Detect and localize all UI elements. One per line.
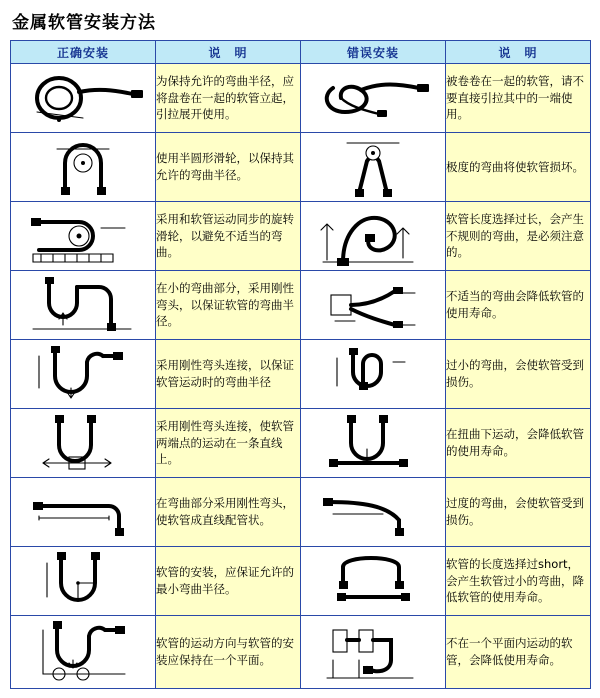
description-wrong: 过小的弯曲，会使软管受到损伤。 xyxy=(446,340,591,409)
figure-cell-wrong xyxy=(301,409,446,478)
figure-cell-correct xyxy=(11,133,156,202)
u-shape-straight-line-figure xyxy=(13,411,153,475)
figure-cell-wrong xyxy=(301,616,446,689)
hose-installation-table xyxy=(10,40,591,689)
excessive-bend-damage-figure xyxy=(303,480,443,544)
description-wrong: 不在一个平面内运动的软管，会降低使用寿命。 xyxy=(446,616,591,689)
description-correct: 采用刚性弯头连接，以保证软管运动时的弯曲半径 xyxy=(156,340,301,409)
description-wrong: 软管长度选择过长，会产生不规则的弯曲，是必须注意的。 xyxy=(446,202,591,271)
description-wrong: 过度的弯曲，会使软管受到损伤。 xyxy=(446,478,591,547)
description-correct: 在弯曲部分采用刚性弯头，使软管成直线配管状。 xyxy=(156,478,301,547)
description-correct: 采用刚性弯头连接，使软管两端点的运动在一条直线上。 xyxy=(156,409,301,478)
table-row xyxy=(11,64,591,133)
figure-cell-wrong xyxy=(301,271,446,340)
figure-cell-correct xyxy=(11,616,156,689)
rigid-bend-connection-figure xyxy=(13,342,153,406)
description-correct: 在小的弯曲部分，采用刚性弯头，以保证软管的弯曲半径。 xyxy=(156,271,301,340)
coiled-hose-standing-figure xyxy=(13,66,153,130)
figure-cell-correct xyxy=(11,271,156,340)
header-wrong-image: 错误安装 xyxy=(301,41,446,64)
description-correct: 软管的运动方向与软管的安装应保持在一个平面。 xyxy=(156,616,301,689)
description-correct: 采用和软管运动同步的旋转滑轮，以避免不适当的弯曲。 xyxy=(156,202,301,271)
figure-cell-wrong xyxy=(301,202,446,271)
figure-cell-correct xyxy=(11,478,156,547)
page-title: 金属软管安装方法 xyxy=(12,13,156,33)
description-wrong: 不适当的弯曲会降低软管的使用寿命。 xyxy=(446,271,591,340)
figure-cell-correct xyxy=(11,340,156,409)
figure-cell-wrong xyxy=(301,340,446,409)
description-wrong: 在扭曲下运动，会降低软管的使用寿命。 xyxy=(446,409,591,478)
description-wrong: 软管的长度选择过short，会产生软管过小的弯曲，降低软管的使用寿命。 xyxy=(446,547,591,616)
table-row xyxy=(11,271,591,340)
table-row xyxy=(11,616,591,689)
description-correct: 使用半圆形滑轮，以保持其允许的弯曲半径。 xyxy=(156,133,301,202)
figure-cell-wrong xyxy=(301,133,446,202)
minimum-bend-radius-u-figure xyxy=(13,549,153,613)
sharp-bend-pulley-figure xyxy=(303,135,443,199)
header-correct-desc: 说 明 xyxy=(156,41,301,64)
table-row xyxy=(11,409,591,478)
coiled-hose-pulled-figure xyxy=(303,66,443,130)
figure-cell-wrong xyxy=(301,64,446,133)
too-long-hose-irregular-bend-figure xyxy=(303,204,443,268)
table-row xyxy=(11,547,591,616)
table-row xyxy=(11,202,591,271)
out-of-plane-motion-figure xyxy=(303,616,443,688)
figure-cell-correct xyxy=(11,202,156,271)
figure-cell-correct xyxy=(11,547,156,616)
table-header-row xyxy=(11,41,591,64)
table-row xyxy=(11,340,591,409)
straight-pipe-with-elbow-figure xyxy=(13,480,153,544)
header-wrong-desc: 说 明 xyxy=(446,41,591,64)
header-correct-image: 正确安装 xyxy=(11,41,156,64)
description-correct: 软管的安装，应保证允许的最小弯曲半径。 xyxy=(156,547,301,616)
description-wrong: 被卷卷在一起的软管，请不要直接引拉其中的一端使用。 xyxy=(446,64,591,133)
improper-bend-reduce-life-figure xyxy=(303,273,443,337)
figure-cell-wrong xyxy=(301,547,446,616)
table-row xyxy=(11,133,591,202)
too-small-bend-damage-figure xyxy=(303,342,443,406)
description-wrong: 极度的弯曲将使软管损坏。 xyxy=(446,133,591,202)
rigid-elbow-small-bend-figure xyxy=(13,273,153,337)
figure-cell-correct xyxy=(11,409,156,478)
description-correct: 为保持允许的弯曲半径，应将盘卷在一起的软管立起，引拉展开使用。 xyxy=(156,64,301,133)
too-long-length-small-bend-figure xyxy=(303,549,443,613)
twisting-motion-figure xyxy=(303,411,443,475)
synchronized-rotating-pulley-figure xyxy=(13,204,153,268)
figure-cell-wrong xyxy=(301,478,446,547)
table-row xyxy=(11,478,591,547)
semicircular-pulley-figure xyxy=(13,135,153,199)
same-plane-motion-figure xyxy=(13,616,153,688)
figure-cell-correct xyxy=(11,64,156,133)
